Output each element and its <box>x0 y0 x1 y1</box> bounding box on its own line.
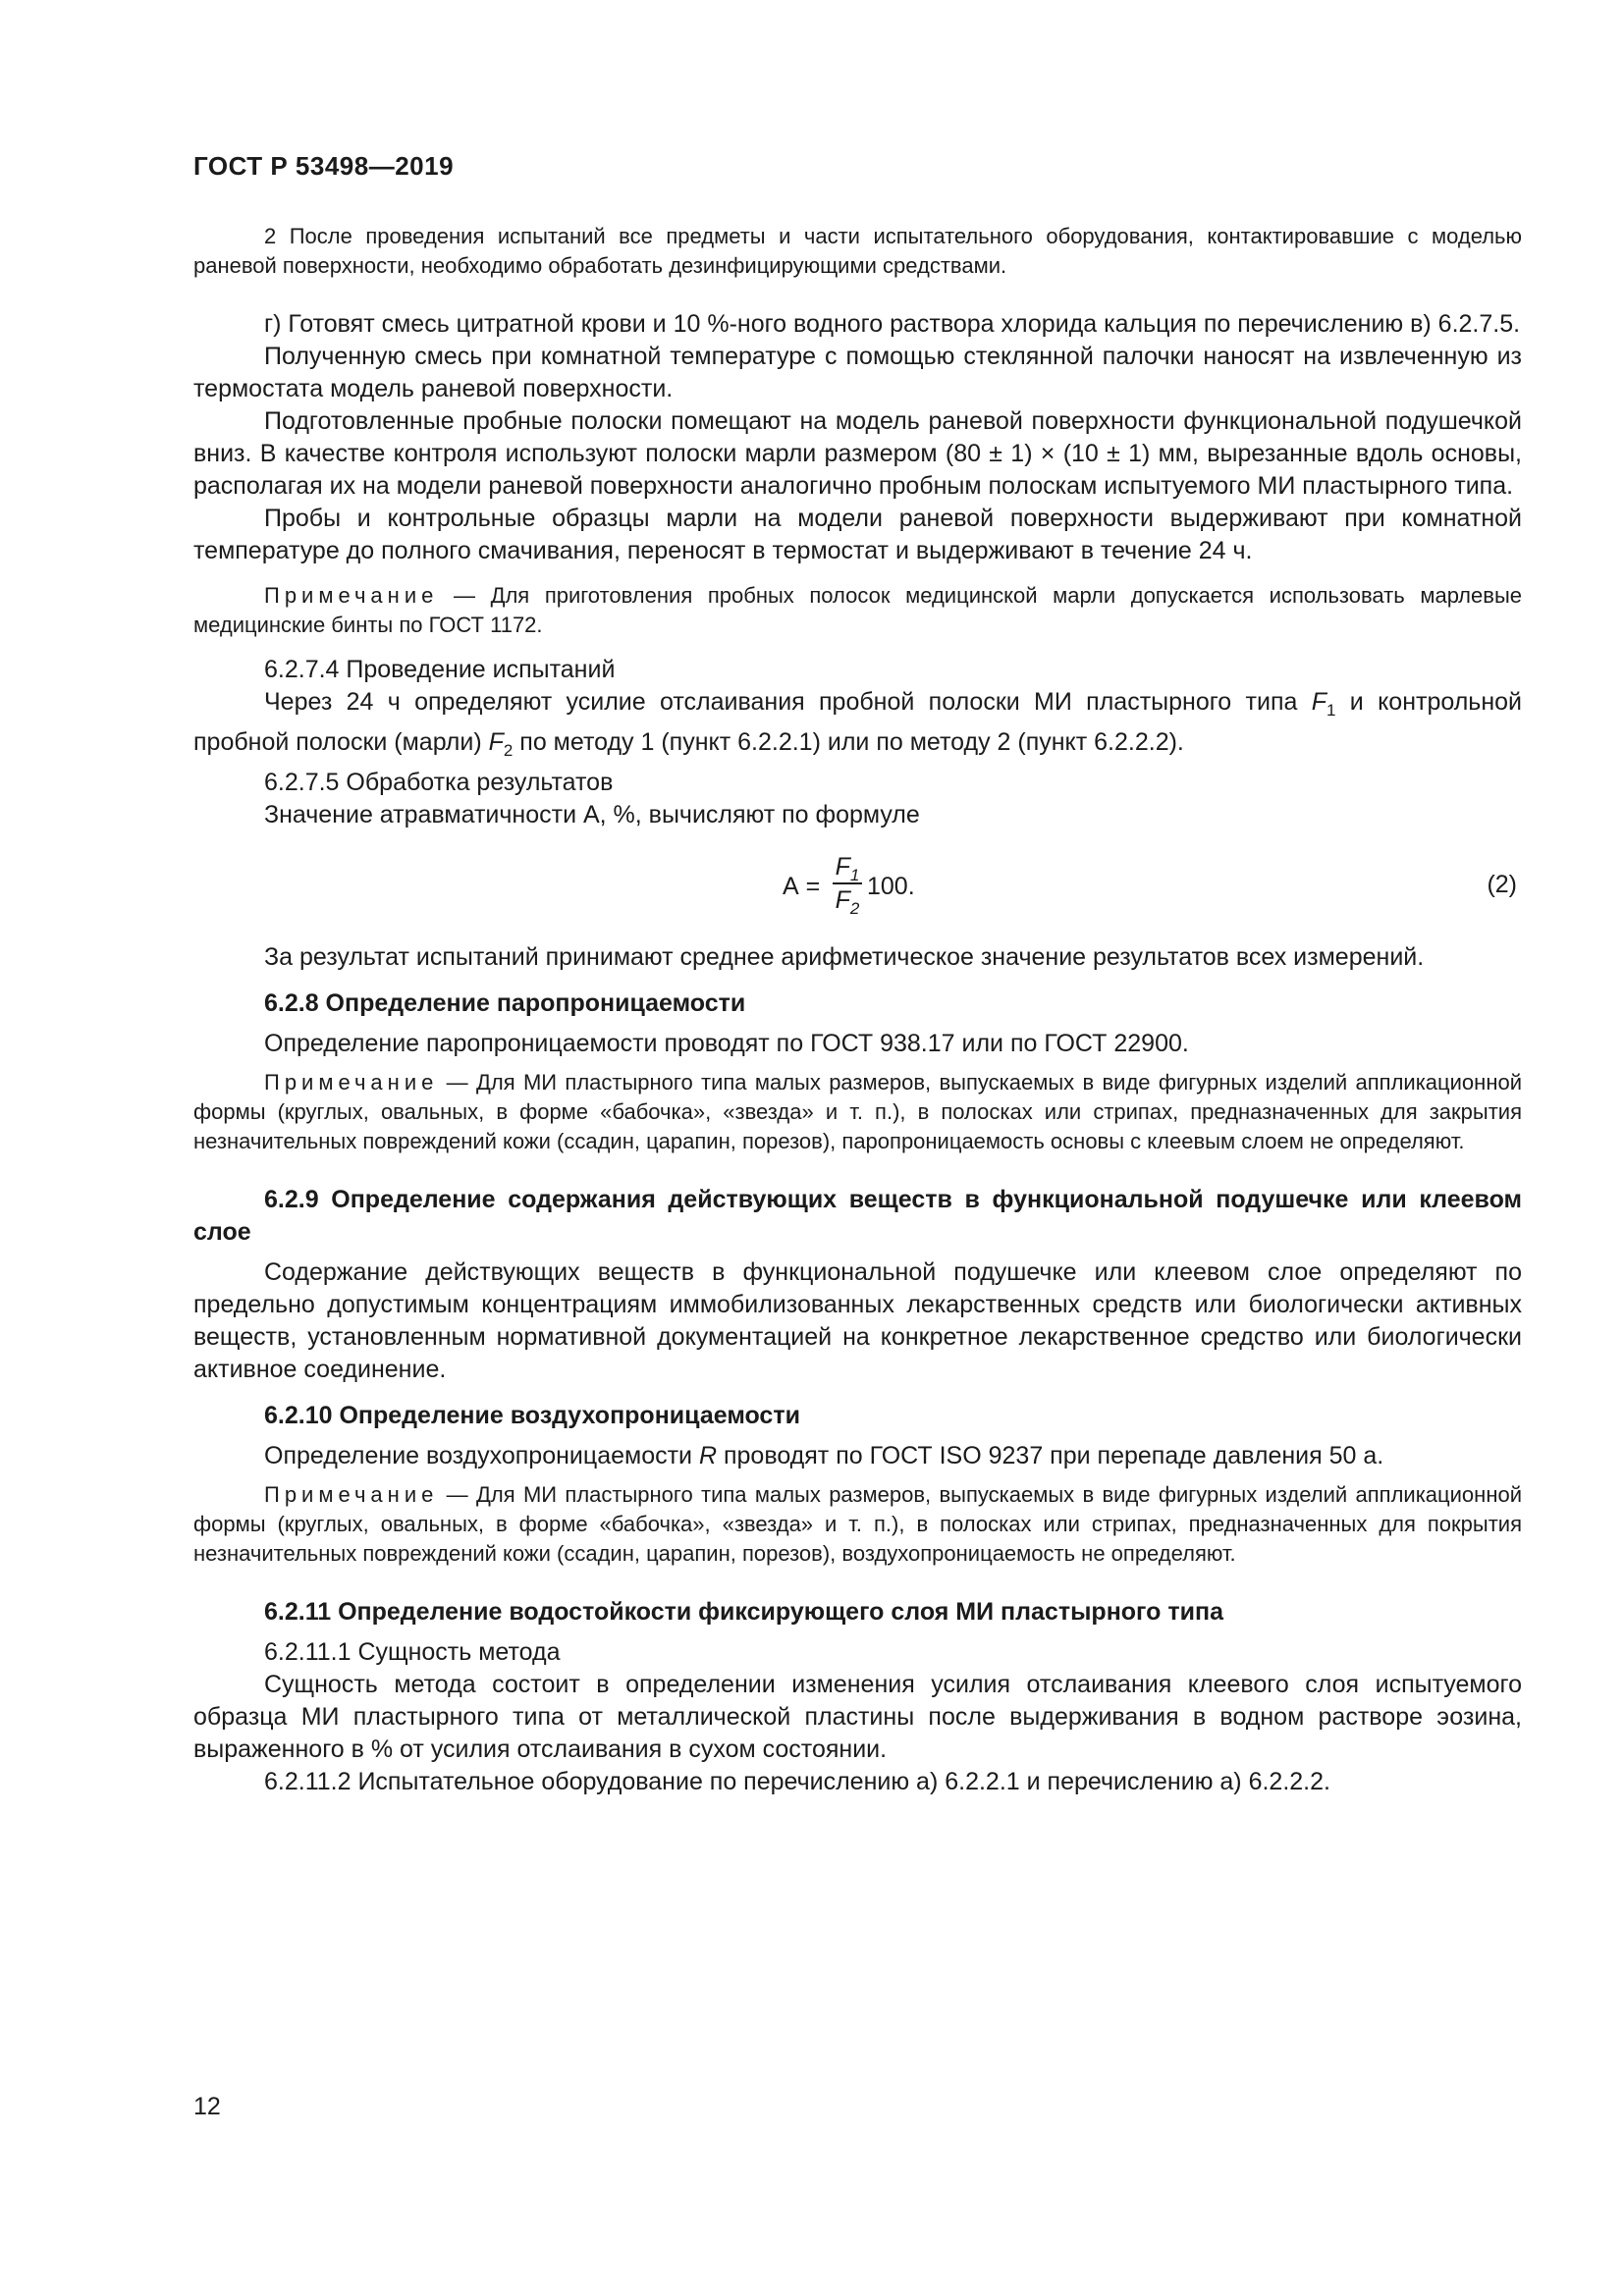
section-6275-text: Значение атравматичности А, %, вычисляют по формуле <box>264 801 920 828</box>
section-6210-heading: 6.2.10 Определение воздухопроницаемости <box>264 1402 800 1429</box>
note-6210: Примечание — Для МИ пластырного типа малых размеров, выпускаемых в виде фигурных изделий аппликационной формы (круглых, овальных, в форме «бабочка», «звезда» и т. п.), в полосках или стрипах, предназначенных для покрытия незначительных повреждений кожи (ссадин, царапин, порезов), воздухопроницаемость не определяют. <box>193 1482 1522 1566</box>
formula-block <box>193 831 1522 941</box>
note-label: Примечание <box>264 583 439 608</box>
note-gauze-text: — Для приготовления пробных полосок медицинской марли допускается использовать марлевые медицинские бинты по ГОСТ 1172. <box>193 583 1522 637</box>
note-top <box>193 222 1522 281</box>
formula-factor: 100. <box>867 873 915 900</box>
step-g-p3: Подготовленные пробные полоски помещают на модель раневой поверхности функциональной подушечкой вниз. В качестве контроля используют полоски марли размером (80 ± 1) × (10 ± 1) мм, вырезанные вдоль основы, располагая их на модели раневой поверхности аналогично пробным полоскам испытуемого МИ пластырного типа. <box>193 407 1522 500</box>
note-top-text: 2 После проведения испытаний все предметы и части испытательного оборудования, контактировавшие с моделью раневой поверхности, необходимо обработать дезинфицирующими средствами. <box>193 224 1522 278</box>
formula-number: (2) <box>1487 871 1517 898</box>
note-628: Примечание — Для МИ пластырного типа малых размеров, выпускаемых в виде фигурных изделий аппликационной формы (круглых, овальных, в форме «бабочка», «звезда» и т. п.), в полосках или стрипах, предназначенных для закрытия незначительных повреждений кожи (ссадин, царапин, порезов), паропроницаемость основы с клеевым слоем не определяют. <box>193 1070 1522 1153</box>
step-g-p4: Пробы и контрольные образцы марли на модели раневой поверхности выдерживают при комнатной температуре до полного смачивания, переносят в термостат и выдерживают в течение 24 ч. <box>193 505 1522 564</box>
section-629-text: Содержание действующих веществ в функциональной подушечке или клеевом слое определяют по предельно допустимым концентрациям иммобилизованных лекарственных средств или биологически активных веществ, установленным нормативной документацией на конкретное лекарственное средство или биологически активное соединение. <box>193 1258 1522 1383</box>
section-6274-text: Через 24 ч определяют усилие отслаивания пробной полоски МИ пластырного типа $F_1$ и контрольной пробной полоски (марли) $F_2$ по методу 1 (пункт 6.2.2.1) или по методу 2 (пункт 6.2.2.2). <box>193 688 1522 760</box>
step-g-p2: Полученную смесь при комнатной температуре с помощью стеклянной палочки наносят на извлеченную из термостата модель раневой поверхности. <box>193 343 1522 402</box>
document-body <box>193 222 1522 1798</box>
section-628-heading: 6.2.8 Определение паропроницаемости <box>264 989 746 1017</box>
note-gauze <box>193 581 1522 640</box>
result-text: За результат испытаний принимают среднее арифметическое значение результатов всех измерений. <box>264 943 1425 971</box>
section-6275-title: 6.2.7.5 Обработка результатов <box>264 769 614 796</box>
section-6210-text: Определение воздухопроницаемости R проводят по ГОСТ ISO 9237 при перепаде давления 50 а. <box>264 1442 1384 1469</box>
section-628-text: Определение паропроницаемости проводят по ГОСТ 938.17 или по ГОСТ 22900. <box>264 1030 1189 1057</box>
formula-lhs: А = <box>783 873 821 900</box>
section-6211-heading: 6.2.11 Определение водостойкости фиксирующего слоя МИ пластырного типа <box>264 1598 1223 1626</box>
section-62111-text: Сущность метода состоит в определении изменения усилия отслаивания клеевого слоя испытуемого образца МИ пластырного типа от металлической пластины после выдерживания в водном растворе эозина, выраженного в % от усилия отслаивания в сухом состоянии. <box>193 1671 1522 1763</box>
section-62111-title: 6.2.11.1 Сущность метода <box>264 1638 561 1666</box>
section-6274-title: 6.2.7.4 Проведение испытаний <box>264 656 616 683</box>
section-62112-text: 6.2.11.2 Испытательное оборудование по перечислению а) 6.2.2.1 и перечислению а) 6.2.2.2. <box>264 1768 1330 1795</box>
document-id: ГОСТ Р 53498—2019 <box>193 151 455 181</box>
step-g-p1: г) Готовят смесь цитратной крови и 10 %-ного водного раствора хлорида кальция по перечислению в) 6.2.7.5. <box>264 310 1521 338</box>
page-number: 12 <box>193 2093 221 2120</box>
formula-fraction: $F_1$ $F_2$ <box>833 851 862 916</box>
section-629-heading: 6.2.9 Определение содержания действующих веществ в функциональной подушечке или клеевом слое <box>193 1186 1522 1246</box>
